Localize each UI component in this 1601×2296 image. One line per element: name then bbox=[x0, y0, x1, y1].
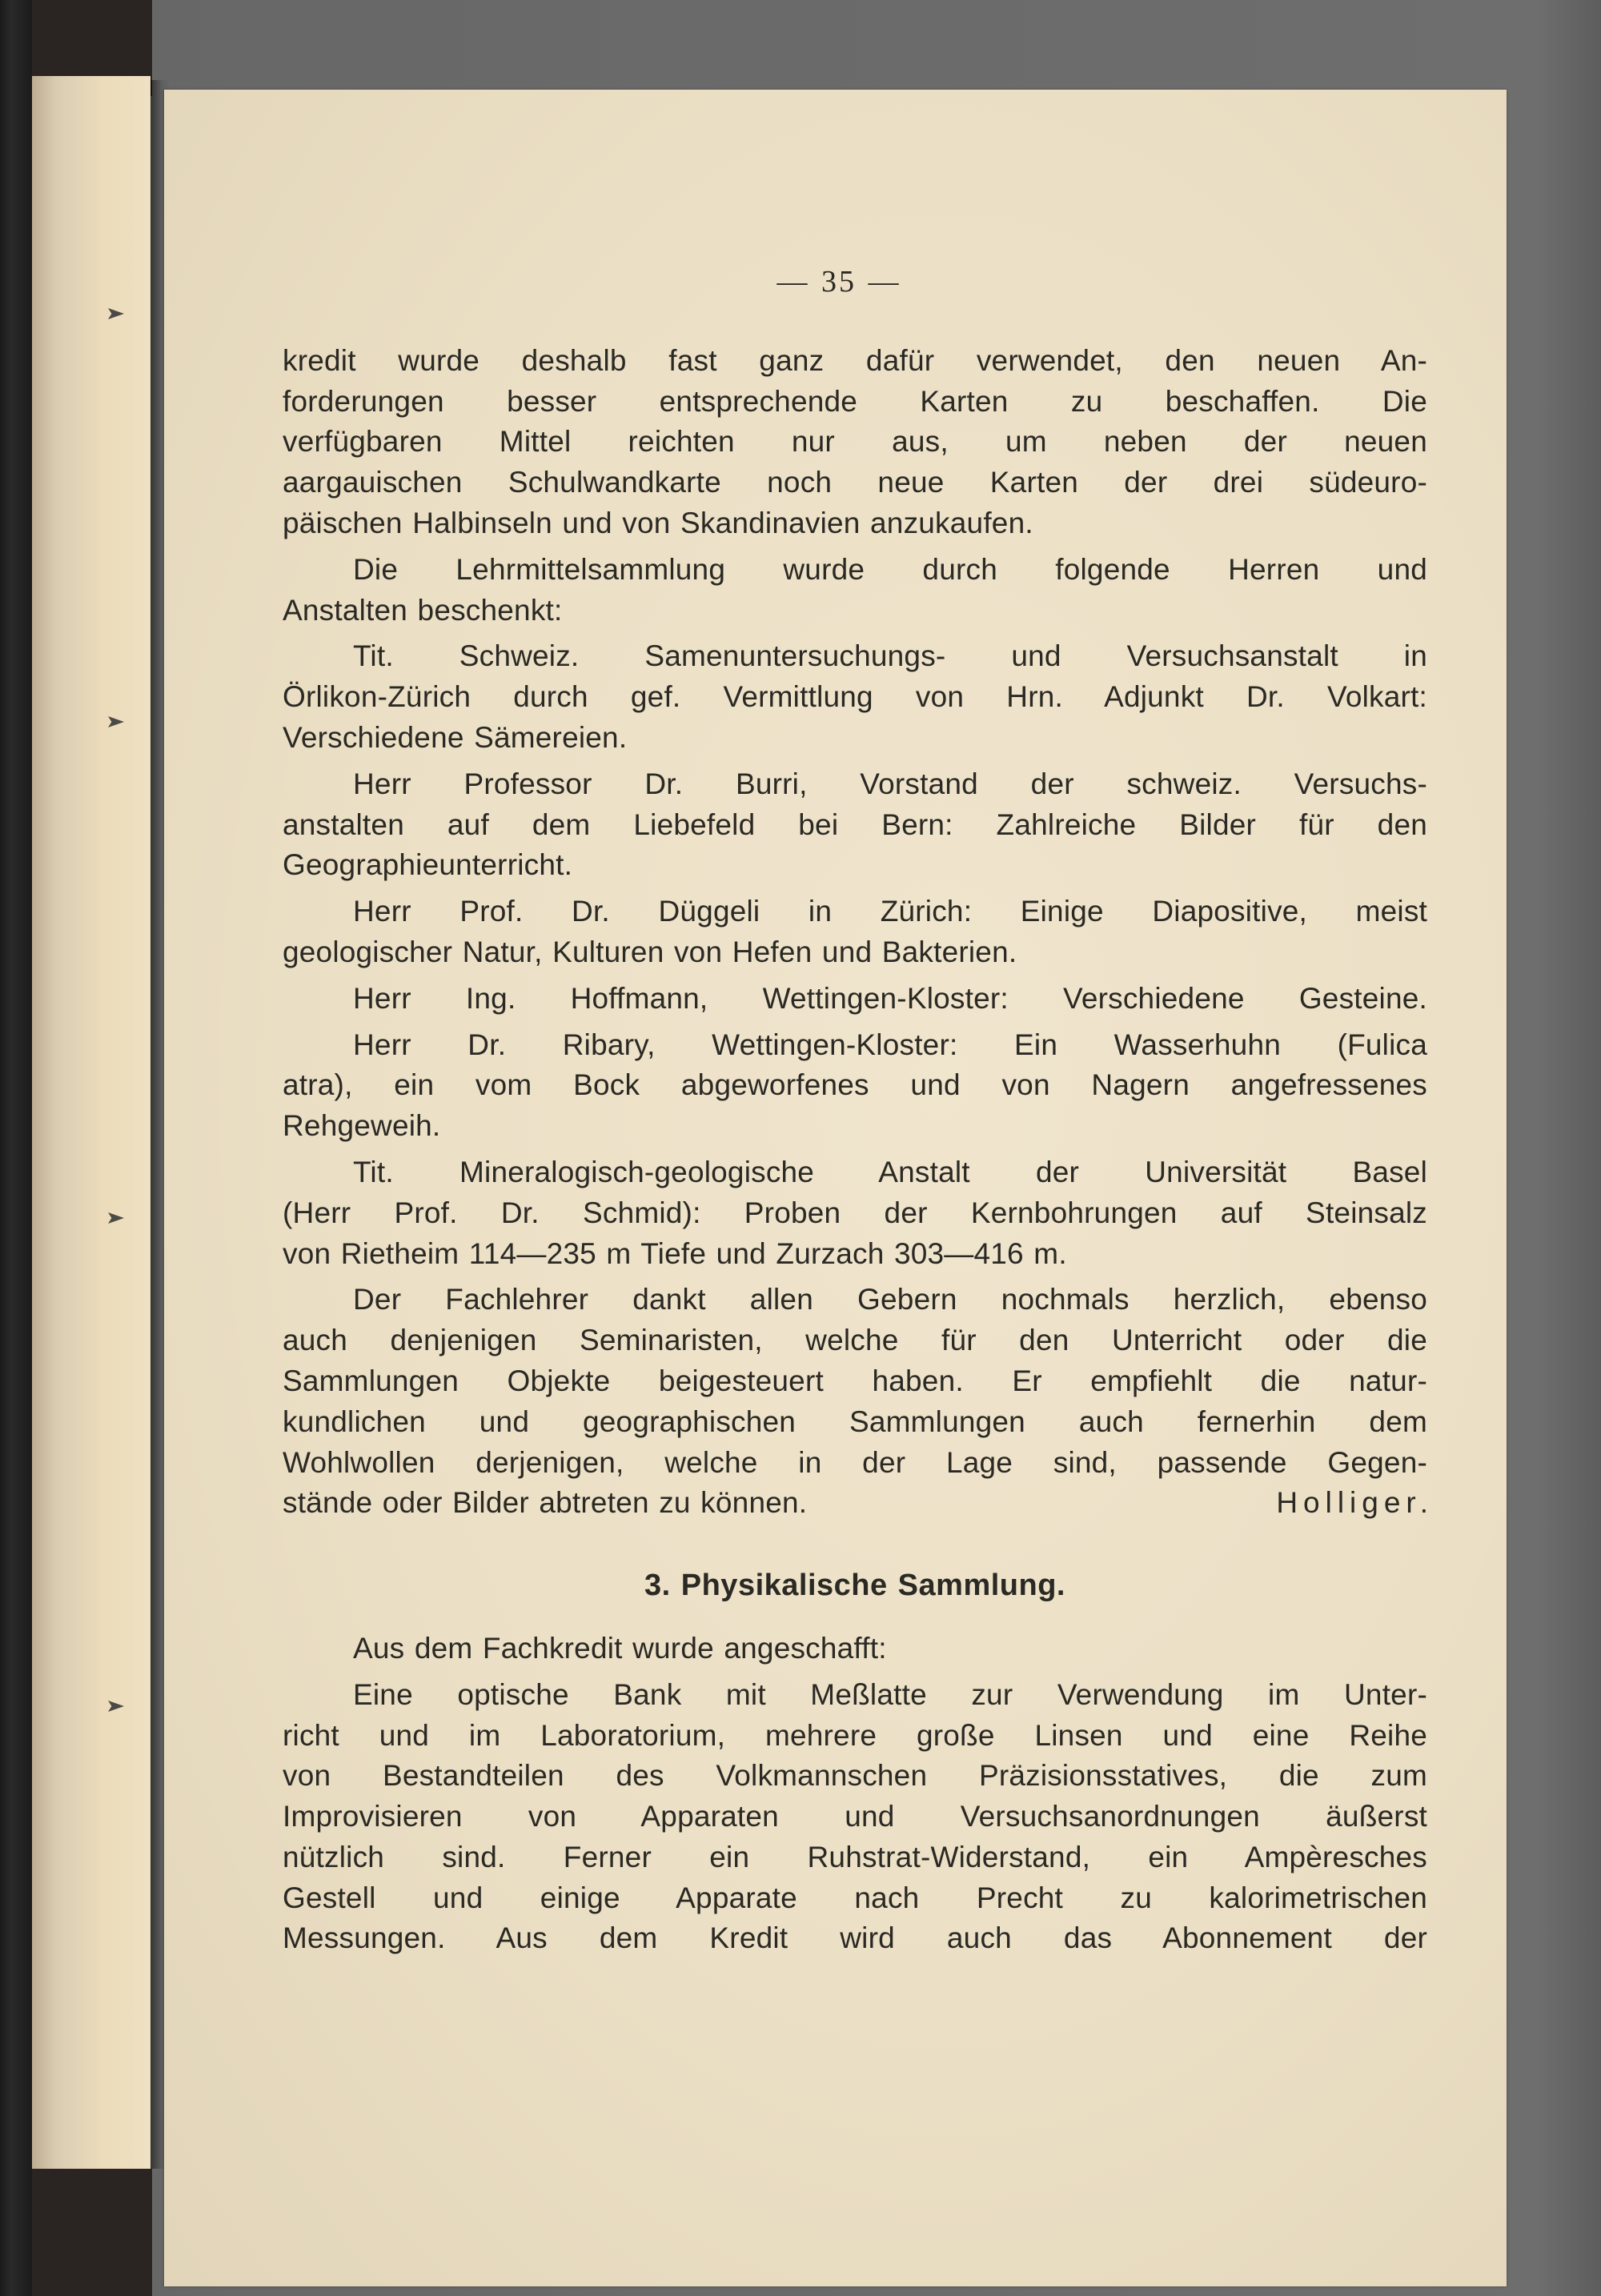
text-line: geologischer Natur, Kulturen von Hefen und Bakterien. bbox=[283, 935, 1017, 968]
text-line: Herr Ing. Hoffmann, Wettingen-Kloster: Verschiedene Gesteine. bbox=[353, 981, 1427, 1015]
text-line: Aus dem Fachkredit wurde angeschafft: bbox=[353, 1631, 887, 1665]
text-line: Anstalten beschenkt: bbox=[283, 593, 563, 627]
text-line: kredit wurde deshalb fast ganz dafür verwendet, den neuen An- bbox=[283, 343, 1427, 377]
text-line: Improvisieren von Apparaten und Versuchsanordnungen äußerst bbox=[283, 1800, 1427, 1833]
text-line: forderungen besser entsprechende Karten zu beschaffen. Die bbox=[283, 384, 1427, 418]
text-line: (Herr Prof. Dr. Schmid): Proben der Kernbohrungen auf Steinsalz bbox=[283, 1196, 1427, 1229]
section-heading: 3. Physikalische Sammlung. bbox=[644, 1569, 1065, 1603]
text-line: aargauischen Schulwandkarte noch neue Karten der drei südeuro- bbox=[283, 466, 1427, 499]
page-mark bbox=[108, 1701, 124, 1712]
text-line: Herr Professor Dr. Burri, Vorstand der schweiz. Versuchs- bbox=[353, 767, 1427, 800]
text-line: Sammlungen Objekte beigesteuert haben. Er empfiehlt die natur- bbox=[283, 1364, 1427, 1397]
page-mark bbox=[108, 308, 124, 319]
text-line: Herr Dr. Ribary, Wettingen-Kloster: Ein Wasserhuhn (Fulica bbox=[353, 1028, 1427, 1061]
paragraph bbox=[283, 979, 1427, 1020]
facing-page-edge bbox=[32, 76, 150, 2169]
text-line: Verschiedene Sämereien. bbox=[283, 720, 628, 754]
text-line: Gestell und einige Apparate nach Precht zu kalorimetrischen bbox=[283, 1881, 1427, 1914]
text-line: Herr Prof. Dr. Düggeli in Zürich: Einige Diapositive, meist bbox=[353, 895, 1427, 928]
text-line: anstalten auf dem Liebefeld bei Bern: Zahlreiche Bilder für den bbox=[283, 807, 1427, 841]
paragraph bbox=[283, 892, 1427, 973]
text-line: nützlich sind. Ferner ein Ruhstrat-Widerstand, ein Ampèresches bbox=[283, 1840, 1427, 1873]
paragraph bbox=[283, 1675, 1427, 1960]
text-line: Die Lehrmittelsammlung wurde durch folgende Herren und bbox=[353, 552, 1427, 586]
text-line: atra), ein vom Bock abgeworfenes und von Nagern angefressenes bbox=[283, 1068, 1427, 1102]
paragraph bbox=[283, 550, 1427, 631]
text-line: stände oder Bilder abtreten zu können. bbox=[283, 1486, 808, 1520]
paragraph bbox=[283, 1025, 1427, 1147]
paragraph bbox=[283, 764, 1427, 886]
text-line: richt und im Laboratorium, mehrere große Linsen und eine Reihe bbox=[283, 1718, 1427, 1752]
text-line: auch denjenigen Seminaristen, welche für den Unterricht oder die bbox=[283, 1324, 1427, 1357]
text-line: Rehgeweih. bbox=[283, 1109, 441, 1143]
page-content bbox=[283, 262, 1434, 1965]
text-line: verfügbaren Mittel reichten nur aus, um neben der neuen bbox=[283, 425, 1427, 459]
text-line: Wohlwollen derjenigen, welche in der Lage sind, passende Gegen- bbox=[283, 1445, 1427, 1479]
text-line: kundlichen und geographischen Sammlungen auch fernerhin dem bbox=[283, 1404, 1427, 1438]
text-line: Eine optische Bank mit Meßlatte zur Verwendung im Unter- bbox=[353, 1677, 1427, 1711]
document-page bbox=[164, 90, 1507, 2286]
text-line: Tit. Mineralogisch-geologische Anstalt der Universität Basel bbox=[353, 1155, 1427, 1188]
paragraph bbox=[283, 1629, 1427, 1669]
text-line: von Bestandteilen des Volkmannschen Präzisionsstatives, die zum bbox=[283, 1759, 1427, 1793]
text-line: Der Fachlehrer dankt allen Gebern nochmals herzlich, ebenso bbox=[353, 1283, 1427, 1316]
body-text bbox=[283, 341, 1434, 1524]
paragraph bbox=[283, 1280, 1434, 1524]
text-line: Geographieunterricht. bbox=[283, 848, 573, 882]
text-line-with-signature bbox=[283, 1483, 1434, 1524]
facing-page-marks bbox=[108, 172, 140, 2061]
section-body bbox=[283, 1629, 1427, 1959]
text-line: päischen Halbinseln und von Skandinavien anzukaufen. bbox=[283, 506, 1033, 539]
page-mark bbox=[108, 1212, 124, 1224]
binding-cloth-bottom bbox=[32, 2169, 152, 2296]
book-binding bbox=[0, 0, 32, 2296]
paragraph bbox=[283, 636, 1427, 758]
text-line: Tit. Schweiz. Samenuntersuchungs- und Versuchsanstalt in bbox=[353, 639, 1427, 673]
page-mark bbox=[108, 716, 124, 727]
text-line: Örlikon-Zürich durch gef. Vermittlung von Hrn. Adjunkt Dr. Volkart: bbox=[283, 680, 1427, 714]
text-line: von Rietheim 114—235 m Tiefe und Zurzach 303—416 m. bbox=[283, 1236, 1067, 1270]
paragraph bbox=[283, 1152, 1427, 1274]
text-line: Messungen. Aus dem Kredit wird auch das Abonnement der bbox=[283, 1921, 1427, 1955]
paragraph bbox=[283, 341, 1427, 544]
author-signature: Holliger. bbox=[1276, 1486, 1434, 1520]
page-number: — 35 — bbox=[776, 265, 901, 299]
